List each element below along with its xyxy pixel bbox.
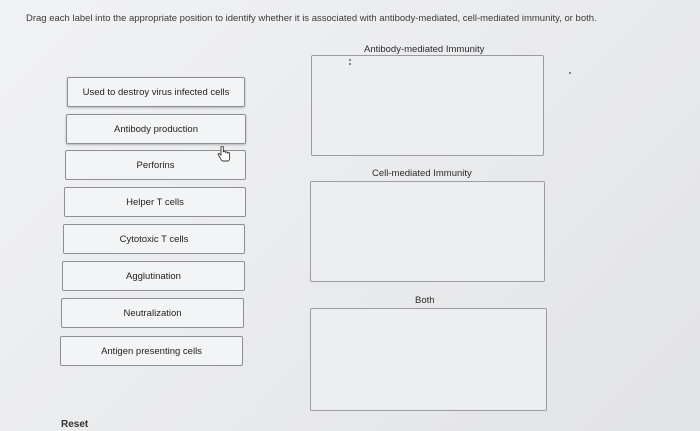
label-antibody-production[interactable]: Antibody production (66, 114, 246, 144)
both-drop-zone[interactable] (310, 308, 547, 411)
label-perforins[interactable]: Perforins (65, 150, 246, 180)
antibody-mediated-zone-title: Antibody-mediated Immunity (364, 44, 485, 55)
zone-marker-dot (349, 59, 351, 61)
antibody-mediated-drop-zone[interactable] (311, 55, 544, 156)
label-used-to-destroy-virus-infected-cells[interactable]: Used to destroy virus infected cells (67, 77, 245, 107)
label-cytotoxic-t-cells[interactable]: Cytotoxic T cells (63, 224, 245, 254)
cell-mediated-drop-zone[interactable] (310, 181, 545, 282)
stray-mark (569, 72, 571, 74)
instructions-text: Drag each label into the appropriate position to identify whether it is associated with antibody-mediated, cell-mediated immunity, or both. (26, 13, 597, 24)
label-agglutination[interactable]: Agglutination (62, 261, 245, 291)
zone-marker-dot (349, 63, 351, 65)
both-zone-title: Both (415, 295, 435, 306)
cell-mediated-zone-title: Cell-mediated Immunity (372, 168, 472, 179)
hand-cursor-icon (217, 146, 231, 162)
reset-button[interactable]: Reset (61, 419, 89, 430)
label-helper-t-cells[interactable]: Helper T cells (64, 187, 246, 217)
label-antigen-presenting-cells[interactable]: Antigen presenting cells (60, 336, 243, 366)
label-neutralization[interactable]: Neutralization (61, 298, 244, 328)
